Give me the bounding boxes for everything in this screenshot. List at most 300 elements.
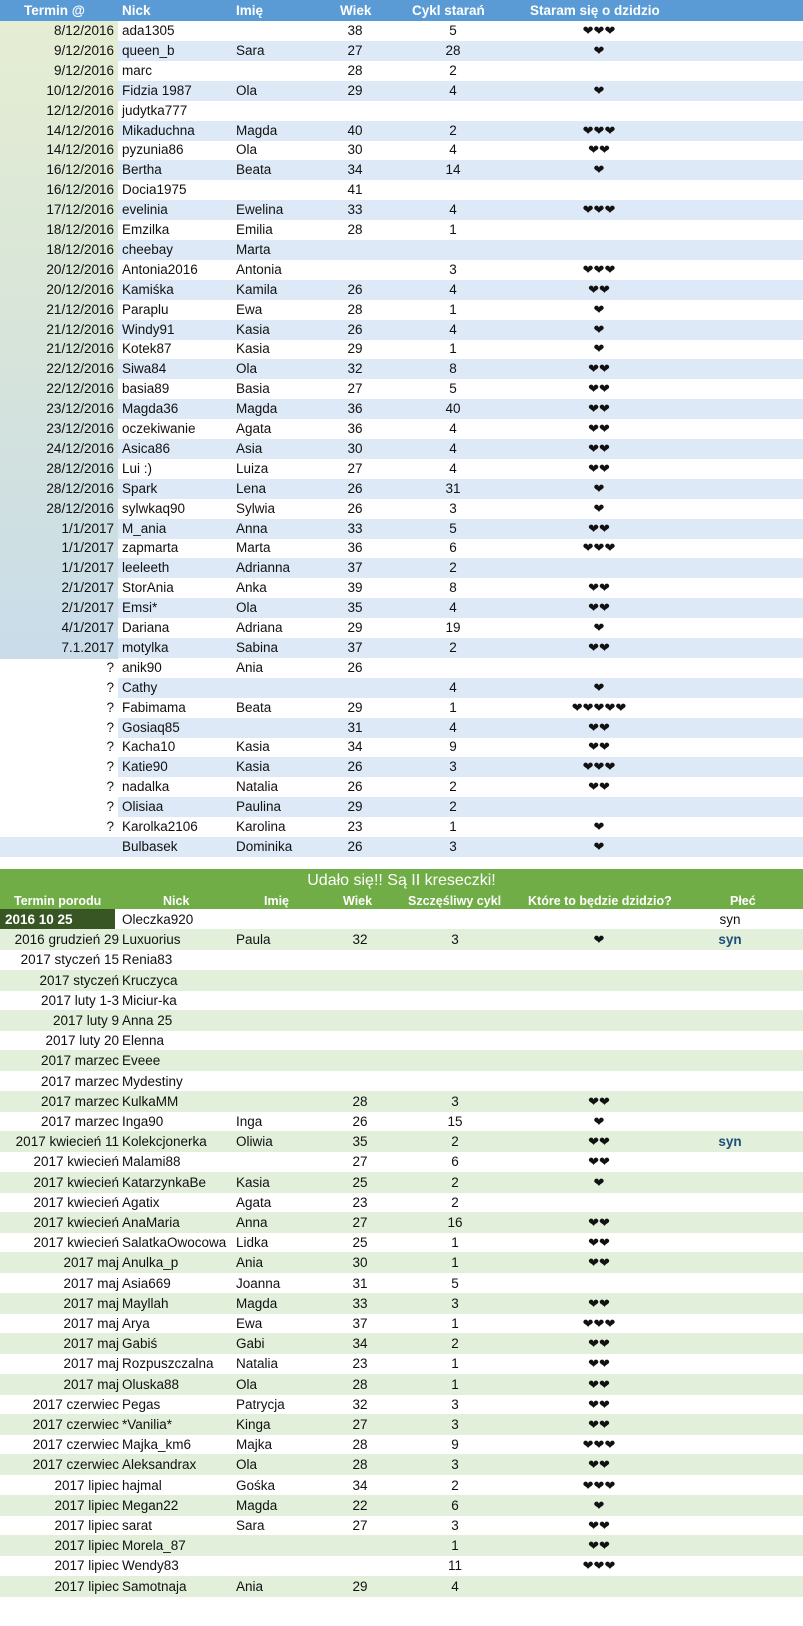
wiek-cell <box>340 990 380 1011</box>
cykl-cell: 5 <box>451 1275 459 1291</box>
imie-cell: Ania <box>236 1578 264 1594</box>
wiek-cell: 28 <box>347 62 363 78</box>
plec-cell <box>700 1313 760 1334</box>
nick-cell: Samotnaja <box>122 1578 187 1594</box>
termin-cell: 2017 marzec <box>40 1114 119 1129</box>
table-row <box>0 558 803 578</box>
hearts-cell: ❤❤ <box>588 520 610 536</box>
hearts-cell: ❤❤ <box>588 779 610 795</box>
nick-cell: Docia1975 <box>122 182 187 198</box>
termin-cell: 2017 czerwiec <box>32 1457 119 1473</box>
termin-cell: ? <box>106 659 114 675</box>
nick-cell: ada1305 <box>122 23 175 38</box>
plec-cell <box>700 1394 760 1415</box>
termin-cell: ? <box>106 739 114 755</box>
imie-cell: Inga <box>236 1114 263 1129</box>
wiek-cell: 23 <box>352 1194 368 1210</box>
header-wiek: Wiek <box>340 3 372 18</box>
wiek-cell: 27 <box>347 460 363 476</box>
cykl-cell: 3 <box>451 1417 459 1432</box>
table-row <box>0 1576 803 1597</box>
termin-cell: 2017 luty 9 <box>52 1013 119 1028</box>
imie-cell: Basia <box>236 381 270 397</box>
termin-cell: 9/12/2016 <box>53 62 114 78</box>
wiek-cell: 25 <box>352 1235 368 1251</box>
hearts-cell: ❤❤ <box>588 142 610 158</box>
nick-cell: Kolekcjonerka <box>122 1134 207 1150</box>
hearts-cell: ❤❤ <box>588 381 610 397</box>
table-row <box>0 1293 803 1314</box>
plec-cell <box>700 1030 760 1051</box>
nick-cell: KulkaMM <box>122 1093 179 1109</box>
wiek-cell: 28 <box>347 301 363 317</box>
hearts-cell: ❤❤ <box>588 1518 610 1533</box>
table-row <box>0 1111 803 1132</box>
termin-cell: 7.1.2017 <box>61 639 114 655</box>
wiek-cell: 35 <box>347 600 363 616</box>
wiek-cell <box>340 909 380 930</box>
cykl-cell <box>430 909 480 930</box>
nick-cell: Morela_87 <box>122 1538 186 1554</box>
hearts-cell: ❤❤❤ <box>582 261 616 277</box>
termin-cell: 2017 lipiec <box>54 1558 119 1574</box>
cykl-cell: 1 <box>449 699 457 715</box>
imie-cell: Karolina <box>236 819 286 834</box>
hearts-cell: ❤❤❤ <box>582 759 616 775</box>
wiek-cell: 27 <box>352 1154 368 1170</box>
table-row <box>0 1535 803 1556</box>
cykl-cell: 3 <box>451 1457 459 1473</box>
nick-cell: Emsi* <box>122 600 158 616</box>
nick-cell: *Vanilia* <box>122 1417 173 1432</box>
hearts-cell: ❤❤ <box>588 421 610 436</box>
table-row <box>0 1555 803 1576</box>
termin-cell: 2017 lipiec <box>54 1518 119 1533</box>
imie-cell: Kasia <box>236 321 270 337</box>
hearts-cell: ❤ <box>593 838 605 854</box>
termin-cell: 10/12/2016 <box>46 82 114 98</box>
nick-cell: Asica86 <box>122 440 171 456</box>
imie-cell: Beata <box>236 162 272 178</box>
nick-cell: evelinia <box>122 202 168 218</box>
termin-cell: ? <box>106 719 114 735</box>
nick-cell: Malami88 <box>122 1154 181 1170</box>
header-nick: Nick <box>122 3 151 18</box>
termin-cell: ? <box>106 799 114 815</box>
cykl-cell: 3 <box>449 261 457 277</box>
imie-cell: Kamila <box>236 281 278 297</box>
nick-cell: judytka777 <box>122 102 188 118</box>
hearts-cell <box>540 658 658 678</box>
cykl-cell: 3 <box>451 1518 459 1533</box>
cykl-cell: 28 <box>445 42 461 58</box>
nick-cell: Kruczyca <box>122 972 178 988</box>
termin-cell-highlight: 2016 10 25 <box>0 909 115 930</box>
hearts-cell: ❤❤❤❤❤ <box>571 699 627 715</box>
plec-cell <box>700 1515 760 1536</box>
imie-cell: Adriana <box>236 620 283 635</box>
hearts-cell: ❤ <box>593 620 605 635</box>
cykl-cell <box>428 240 478 260</box>
nick-cell: Emzilka <box>122 222 170 237</box>
cykl-cell: 1 <box>451 1376 459 1392</box>
termin-cell: 2017 kwiecień 11 <box>15 1134 119 1150</box>
wiek-cell: 37 <box>347 560 363 576</box>
nick-cell: Majka_km6 <box>122 1437 192 1453</box>
cykl-cell: 2 <box>451 1477 459 1493</box>
wiek-cell: 28 <box>352 1437 368 1453</box>
table-row <box>0 638 803 658</box>
termin-cell: 18/12/2016 <box>46 222 114 237</box>
wiek-cell: 27 <box>352 1215 368 1230</box>
termin-cell: 2017 kwiecień <box>33 1194 119 1210</box>
table-row <box>0 1495 803 1516</box>
cykl-cell: 4 <box>449 440 457 456</box>
wiek-cell: 26 <box>347 500 363 516</box>
termin-cell: 2017 lipiec <box>54 1497 119 1513</box>
imie-cell: Ewa <box>236 1316 263 1331</box>
table-row <box>0 837 803 857</box>
table-row <box>0 797 803 817</box>
cykl-cell: 1 <box>449 301 457 317</box>
nick-cell: Agatix <box>122 1194 160 1210</box>
cykl-cell: 11 <box>447 1558 462 1574</box>
termin-cell: 14/12/2016 <box>46 142 114 158</box>
table-row <box>0 1030 803 1051</box>
hearts-cell: ❤❤ <box>588 719 610 735</box>
table-row <box>0 379 803 399</box>
imie-cell: Gośka <box>236 1477 276 1493</box>
plec-cell <box>700 1252 760 1273</box>
nick-cell: Elenna <box>122 1033 165 1049</box>
nick-cell: Kacha10 <box>122 739 176 755</box>
cykl-cell: 1 <box>451 1316 459 1331</box>
table-row <box>0 220 803 240</box>
hearts-cell: ❤ <box>593 500 605 516</box>
hearts-cell <box>540 1273 658 1294</box>
nick-cell: Bertha <box>122 162 162 178</box>
hearts-cell: ❤❤ <box>588 1154 610 1170</box>
termin-cell: 9/12/2016 <box>53 42 114 58</box>
plec-cell <box>700 949 760 970</box>
wiek-cell: 23 <box>347 819 363 834</box>
table-row <box>0 1131 803 1152</box>
cykl-cell: 2 <box>449 560 457 576</box>
nick-cell: Magda36 <box>122 401 179 417</box>
hearts-cell <box>540 949 658 970</box>
table-row <box>0 1212 803 1233</box>
nick-cell: Megan22 <box>122 1497 179 1513</box>
table-row <box>0 618 803 638</box>
wiek-cell: 39 <box>347 580 363 596</box>
termin-cell: 2/1/2017 <box>61 580 114 596</box>
table-row <box>0 757 803 777</box>
wiek-cell: 26 <box>347 838 363 854</box>
hearts-cell <box>540 1010 658 1031</box>
cykl-cell: 2 <box>449 62 457 78</box>
hearts-cell: ❤❤ <box>588 580 610 596</box>
imie-cell: Magda <box>236 1497 278 1513</box>
hearts-cell <box>540 1576 658 1597</box>
table-row <box>0 1071 803 1092</box>
termin-cell: 1/1/2017 <box>61 520 114 536</box>
table-row <box>0 439 803 459</box>
imie-cell: Ola <box>236 1376 258 1392</box>
cykl-cell: 4 <box>449 82 457 98</box>
hearts-cell: ❤❤ <box>588 1538 610 1554</box>
nick-cell: Eveee <box>122 1053 161 1069</box>
plec-cell <box>700 1232 760 1253</box>
wiek-cell: 26 <box>352 1114 368 1129</box>
nick-cell: queen_b <box>122 42 175 58</box>
hearts-cell: ❤❤ <box>588 1215 610 1230</box>
termin-cell: ? <box>106 819 114 834</box>
table-row <box>0 1273 803 1294</box>
wiek-cell: 26 <box>347 659 363 675</box>
imie-cell: Ewa <box>236 301 263 317</box>
termin-cell: ? <box>106 759 114 775</box>
table-row <box>0 718 803 738</box>
wiek-cell: 30 <box>347 440 363 456</box>
wiek-cell: 38 <box>347 23 363 38</box>
header-termin-porodu: Termin porodu <box>14 894 102 908</box>
wiek-cell: 27 <box>352 1518 368 1533</box>
termin-cell: 22/12/2016 <box>46 381 114 397</box>
wiek-cell: 32 <box>352 1396 368 1412</box>
wiek-cell: 33 <box>347 202 363 218</box>
header-ktore-dzidzio: Które to będzie dzidzio? <box>528 894 672 908</box>
plec-cell <box>700 1495 760 1516</box>
wiek-cell: 28 <box>347 222 363 237</box>
table-row <box>0 777 803 797</box>
cykl-cell <box>430 1010 480 1031</box>
termin-cell: 2017 czerwiec <box>32 1417 119 1432</box>
hearts-cell: ❤ <box>593 819 605 834</box>
termin-cell: 23/12/2016 <box>46 421 114 436</box>
wiek-cell: 26 <box>347 779 363 795</box>
cykl-cell: 9 <box>449 739 457 755</box>
nick-cell: Mydestiny <box>122 1073 183 1089</box>
imie-cell: Ola <box>236 1457 258 1473</box>
termin-cell <box>0 837 114 857</box>
nick-cell: Renia83 <box>122 952 173 968</box>
table-row <box>0 698 803 718</box>
hearts-cell <box>540 1050 658 1071</box>
hearts-cell: ❤❤ <box>588 1336 610 1352</box>
termin-cell: 23/12/2016 <box>46 401 114 417</box>
table-row <box>0 1434 803 1455</box>
hearts-cell: ❤❤ <box>588 460 610 476</box>
header-staram: Staram się o dzidzio <box>530 3 660 18</box>
plec-cell <box>700 1091 760 1112</box>
nick-cell: pyzunia86 <box>122 142 184 158</box>
wiek-cell: 34 <box>347 739 363 755</box>
nick-cell: Rozpuszczalna <box>122 1356 214 1372</box>
hearts-cell <box>540 220 658 240</box>
table-row <box>0 519 803 539</box>
termin-cell: 2/1/2017 <box>61 600 114 616</box>
cykl-cell <box>430 990 480 1011</box>
cykl-cell: 5 <box>449 23 457 38</box>
header-imie: Imię <box>264 894 290 908</box>
nick-cell: Olisiaa <box>122 799 164 815</box>
imie-cell: Joanna <box>236 1275 281 1291</box>
imie-cell: Ola <box>236 600 258 616</box>
table-row <box>0 1414 803 1435</box>
imie-cell: Ola <box>236 142 258 158</box>
hearts-cell: ❤❤ <box>588 281 610 297</box>
table-row <box>0 1232 803 1253</box>
wiek-cell: 36 <box>347 421 363 436</box>
table-row <box>0 1151 803 1172</box>
cykl-cell: 31 <box>445 480 461 496</box>
hearts-cell: ❤❤❤ <box>582 1316 616 1331</box>
cykl-cell: 1 <box>451 1255 459 1271</box>
imie-cell: Antonia <box>236 261 282 277</box>
table-row <box>0 260 803 280</box>
cykl-cell: 4 <box>449 321 457 337</box>
termin-cell: 22/12/2016 <box>46 361 114 377</box>
wiek-cell: 29 <box>347 620 363 635</box>
imie-cell: Sylwia <box>236 500 276 516</box>
plec-cell <box>700 1434 760 1455</box>
cykl-cell: 6 <box>449 540 457 556</box>
plec-cell <box>700 1111 760 1132</box>
nick-cell: Mikaduchna <box>122 122 195 138</box>
imie-cell: Marta <box>236 241 271 257</box>
nick-cell: M_ania <box>122 520 167 536</box>
wiek-cell <box>340 1071 380 1092</box>
plec-cell <box>700 1050 760 1071</box>
plec-cell <box>700 1414 760 1435</box>
table-row <box>0 339 803 359</box>
hearts-cell: ❤ <box>593 301 605 317</box>
hearts-cell: ❤❤ <box>588 1295 610 1311</box>
header-termin: Termin @ <box>24 3 85 18</box>
hearts-cell <box>540 909 658 930</box>
nick-cell: Oluska88 <box>122 1376 180 1392</box>
hearts-cell: ❤❤❤ <box>582 1437 616 1453</box>
termin-cell: 2017 marzec <box>40 1073 119 1089</box>
wiek-cell: 36 <box>347 540 363 556</box>
nick-cell: Aleksandrax <box>122 1457 197 1473</box>
imie-cell: Sabina <box>236 639 279 655</box>
termin-cell: 2017 czerwiec <box>32 1396 119 1412</box>
wiek-cell: 36 <box>347 401 363 417</box>
nick-cell: sarat <box>122 1518 153 1533</box>
header-nick: Nick <box>163 894 190 908</box>
imie-cell: Agata <box>236 421 272 436</box>
cykl-cell: 15 <box>447 1114 463 1129</box>
nick-cell: leeleeth <box>122 560 170 576</box>
wiek-cell <box>330 260 380 280</box>
hearts-cell <box>540 970 658 991</box>
termin-cell: 2017 maj <box>63 1356 119 1372</box>
plec-cell <box>700 1010 760 1031</box>
imie-cell: Agata <box>236 1194 272 1210</box>
header-cykl: Cykl starań <box>412 3 485 18</box>
hearts-cell: ❤ <box>593 162 605 178</box>
cykl-cell: 4 <box>449 679 457 695</box>
imie-cell: Dominika <box>236 838 293 854</box>
plec-cell <box>700 1293 760 1314</box>
nick-cell: Gosiaq85 <box>122 719 180 735</box>
top-table-header <box>0 0 803 21</box>
termin-cell: 2017 lipiec <box>54 1538 119 1554</box>
termin-cell: ? <box>106 679 114 695</box>
wiek-cell: 37 <box>347 639 363 655</box>
wiek-cell: 26 <box>347 759 363 775</box>
termin-cell: 28/12/2016 <box>46 500 114 516</box>
cykl-cell: 2 <box>451 1194 459 1210</box>
table-row <box>0 140 803 160</box>
wiek-cell: 31 <box>352 1275 368 1291</box>
imie-cell: Paula <box>236 932 271 948</box>
termin-cell: 2017 lipiec <box>54 1477 119 1493</box>
hearts-cell <box>540 1192 658 1213</box>
plec-cell <box>700 1333 760 1354</box>
termin-cell: 2017 kwiecień <box>33 1215 119 1230</box>
hearts-cell: ❤ <box>593 1497 605 1513</box>
wiek-cell: 33 <box>352 1295 368 1311</box>
table-row <box>0 658 803 678</box>
wiek-cell: 29 <box>352 1578 368 1594</box>
table-row <box>0 320 803 340</box>
wiek-cell: 40 <box>347 122 363 138</box>
nick-cell: Antonia2016 <box>122 261 198 277</box>
nick-cell: nadalka <box>122 779 170 795</box>
table-row <box>0 737 803 757</box>
cykl-cell: 3 <box>451 932 459 948</box>
hearts-cell: ❤❤ <box>588 600 610 616</box>
cykl-cell: 4 <box>449 719 457 735</box>
nick-cell: Fabimama <box>122 699 186 715</box>
plec-cell <box>700 1151 760 1172</box>
imie-cell: Ania <box>236 659 264 675</box>
table-row <box>0 1050 803 1071</box>
table-row <box>0 970 803 991</box>
plec-cell <box>700 1555 760 1576</box>
cykl-cell: 3 <box>451 1093 459 1109</box>
table-row <box>0 1252 803 1273</box>
nick-cell: Inga90 <box>122 1114 164 1129</box>
imie-cell: Natalia <box>236 1356 279 1372</box>
table-row <box>0 598 803 618</box>
table-row <box>0 1454 803 1475</box>
nick-cell: Katie90 <box>122 759 168 775</box>
imie-cell: Emilia <box>236 222 273 237</box>
table-row <box>0 929 803 950</box>
nick-cell: basia89 <box>122 381 170 397</box>
termin-cell: 2017 maj <box>63 1316 119 1331</box>
nick-cell: motylka <box>122 639 169 655</box>
table-row <box>0 1333 803 1354</box>
termin-cell: 2017 kwiecień <box>33 1174 119 1190</box>
table-row <box>0 41 803 61</box>
hearts-cell <box>540 240 658 260</box>
imie-cell: Oliwia <box>236 1134 273 1150</box>
nick-cell: Cathy <box>122 679 158 695</box>
nick-cell: marc <box>122 62 152 78</box>
cykl-cell: 3 <box>451 1396 459 1412</box>
hearts-cell <box>540 1071 658 1092</box>
wiek-cell: 25 <box>352 1174 368 1190</box>
cykl-cell: 6 <box>451 1497 459 1513</box>
nick-cell: Gabiś <box>122 1336 158 1352</box>
nick-cell: Mayllah <box>122 1295 169 1311</box>
header-szczesliwy-cykl: Szczęśliwy cykl <box>408 894 502 908</box>
wiek-cell: 28 <box>352 1457 368 1473</box>
